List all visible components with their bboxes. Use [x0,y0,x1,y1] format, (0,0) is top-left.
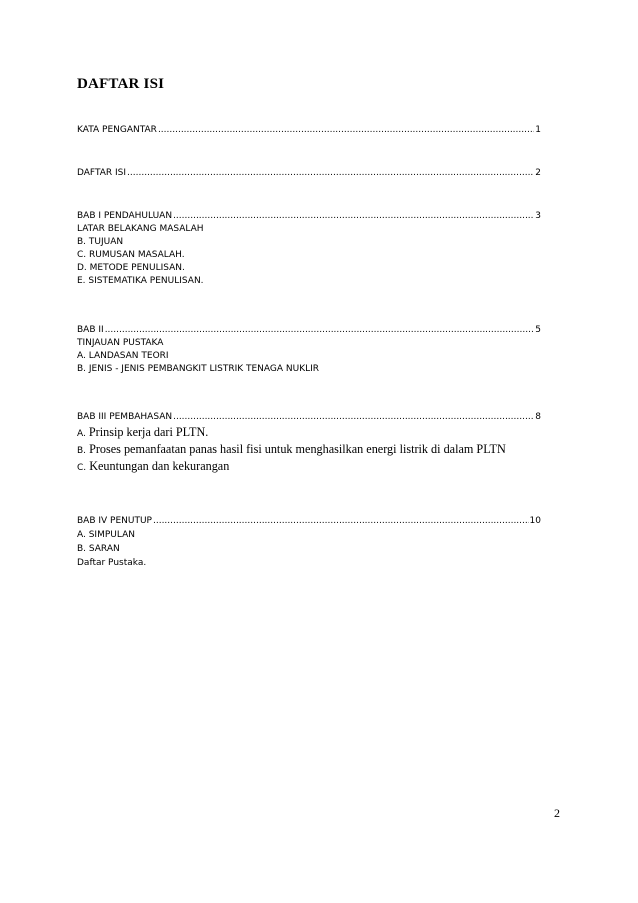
toc-entry-bab-1 [77,210,541,222]
toc-entry-label: DAFTAR ISI [77,168,127,178]
toc-sub-item: A. SIMPULAN [77,530,135,540]
toc-leader-dots [173,411,534,423]
toc-sub-prefix: B. [77,446,87,456]
toc-entry-page: 10 [529,516,541,526]
toc-entry-page: 3 [535,211,541,221]
page-title: DAFTAR ISI [77,76,165,92]
page-number: 2 [554,806,560,820]
toc-sub-text: Keuntungan dan kekurangan [89,459,230,473]
toc-sub-item: B. JENIS - JENIS PEMBANGKIT LISTRIK TENAGA NUKLIR [77,364,320,374]
toc-entry-label: BAB II [77,325,104,335]
toc-entry-daftar-isi [77,167,541,179]
toc-entry-page: 5 [535,325,541,335]
toc-entry-bab-4 [77,515,541,527]
toc-entry-label: KATA PENGANTAR [77,125,157,135]
toc-entry-label: BAB I PENDAHULUAN [77,211,173,221]
toc-sub-item: LATAR BELAKANG MASALAH [77,224,204,234]
toc-sub-item [77,442,506,459]
toc-leader-dots [173,210,534,222]
toc-entry-bab-3 [77,411,541,423]
toc-sub-prefix: C. [77,463,87,473]
toc-sub-item: D. METODE PENULISAN. [77,263,185,273]
toc-entry-page: 8 [535,412,541,422]
toc-sub-item: E. SISTEMATIKA PENULISAN. [77,276,204,286]
toc-sub-text: Proses pemanfaatan panas hasil fisi untuk menghasilkan energi listrik di dalam PLTN [89,442,506,456]
toc-sub-item: Daftar Pustaka. [77,558,147,568]
toc-entry-label: BAB III PEMBAHASAN [77,412,173,422]
toc-sub-item [77,425,208,442]
toc-sub-item [77,459,229,476]
toc-leader-dots [127,167,534,179]
toc-leader-dots [158,124,534,136]
toc-leader-dots [105,324,535,336]
toc-sub-item: A. LANDASAN TEORI [77,351,169,361]
toc-entry-kata-pengantar [77,124,541,136]
toc-sub-item: C. RUMUSAN MASALAH. [77,250,185,260]
toc-entry-page: 2 [535,168,541,178]
toc-leader-dots [153,515,529,527]
toc-sub-prefix: A. [77,429,86,439]
toc-sub-item: TINJAUAN PUSTAKA [77,338,164,348]
toc-entry-bab-2 [77,324,541,336]
toc-sub-text: Prinsip kerja dari PLTN. [88,425,209,439]
toc-sub-item: B. TUJUAN [77,237,124,247]
toc-entry-label: BAB IV PENUTUP [77,516,152,526]
toc-sub-item: B. SARAN [77,544,120,554]
toc-entry-page: 1 [535,125,541,135]
